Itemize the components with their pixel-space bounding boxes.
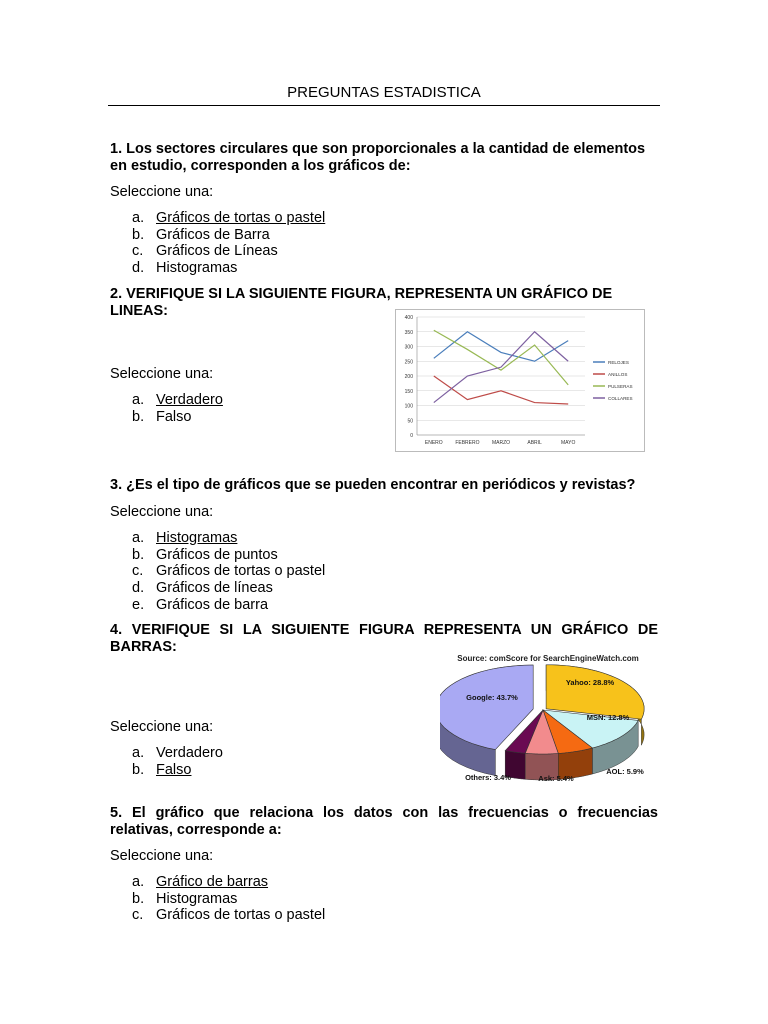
option-q3-c[interactable]: c. Gráficos de tortas o pastel	[132, 563, 326, 580]
select-label-1: Seleccione una:	[110, 184, 214, 200]
y-tick-label: 0	[410, 433, 413, 439]
option-q2-b[interactable]: b. Falso	[132, 408, 192, 425]
pie-title: Source: comScore for SearchEngineWatch.com	[457, 654, 639, 663]
question-1: 1. Los sectores circulares que son proporcionales a la cantidad de elementos en estudio, corresponden a los gráficos de:	[110, 141, 646, 174]
legend-label: RELOJES	[608, 360, 629, 365]
options-q5	[132, 874, 325, 924]
option-q3-b[interactable]: b. Gráficos de puntos	[132, 546, 278, 563]
option-q5-a[interactable]: a. Gráfico de barras	[132, 874, 269, 890]
y-tick-label: 400	[404, 315, 413, 321]
option-q5-c[interactable]: c. Gráficos de tortas o pastel	[132, 907, 326, 924]
select-label-3: Seleccione una:	[110, 504, 214, 520]
x-tick-label: ABRIL	[527, 440, 542, 446]
pie-label: MSN: 12.8%	[586, 713, 630, 722]
y-tick-label: 150	[404, 388, 413, 395]
select-label-5: Seleccione una:	[110, 848, 214, 864]
y-tick-label: 300	[404, 344, 413, 351]
option-q3-d[interactable]: d. Gráficos de líneas	[132, 580, 273, 597]
pie-label: Others: 3.4%	[465, 773, 511, 782]
option-q1-b[interactable]: b. Gráficos de Barra	[132, 226, 270, 243]
line-chart-figure	[395, 309, 645, 452]
pie-label: Ask: 5.4%	[538, 774, 574, 783]
page-title: PREGUNTAS ESTADISTICA	[287, 84, 481, 101]
question-3: 3. ¿Es el tipo de gráficos que se pueden encontrar en periódicos y revistas?	[110, 477, 636, 493]
options-q2	[132, 392, 223, 425]
select-label-4: Seleccione una:	[110, 719, 214, 735]
y-tick-label: 50	[407, 418, 413, 425]
x-tick-label: MARZO	[491, 440, 511, 446]
x-tick-label: MAYO	[561, 440, 576, 446]
y-tick-label: 200	[404, 374, 413, 380]
option-q1-c[interactable]: c. Gráficos de Líneas	[132, 243, 278, 260]
options-q3	[132, 530, 325, 614]
legend-label: ANILLOS	[608, 372, 628, 377]
y-tick-label: 100	[404, 403, 413, 410]
option-q3-a[interactable]: a. Histogramas	[132, 530, 238, 546]
option-q1-a[interactable]: a. Gráficos de tortas o pastel	[132, 210, 326, 226]
option-q4-a[interactable]: a. Verdadero	[132, 745, 223, 761]
legend-label: COLLARES	[608, 396, 633, 401]
legend-label: PULSERAS	[608, 384, 633, 389]
question-2: 2. VERIFIQUE SI LA SIGUIENTE FIGURA, REPRESENTA UN GRÁFICO DE LINEAS:	[110, 286, 613, 319]
x-tick-label: FEBRERO	[455, 440, 480, 446]
option-q5-b[interactable]: b. Histogramas	[132, 890, 238, 907]
line-chart-frame	[396, 310, 645, 452]
select-label-2: Seleccione una:	[110, 366, 214, 382]
pie-label: Google: 43.7%	[466, 693, 518, 702]
pie-slice	[546, 665, 644, 719]
y-tick-label: 250	[404, 359, 413, 366]
title-rule	[108, 105, 660, 106]
option-q3-e[interactable]: e. Gráficos de barra	[132, 596, 269, 613]
pie-chart-figure	[440, 650, 655, 785]
question-5: 5. El gráfico que relaciona los datos con las frecuencias o frecuencias relativas, corresponde a:	[110, 805, 658, 838]
pie-label: Yahoo: 28.8%	[565, 678, 615, 687]
y-tick-label: 350	[404, 329, 413, 336]
x-tick-label: ENERO	[424, 440, 443, 446]
options-q1	[132, 210, 325, 277]
pie-label: AOL: 5.9%	[606, 767, 644, 776]
option-q4-b[interactable]: b. Falso	[132, 761, 192, 778]
option-q2-a[interactable]: a. Verdadero	[132, 392, 223, 408]
question-4: 4. VERIFIQUE SI LA SIGUIENTE FIGURA REPRESENTA UN GRÁFICO DE BARRAS:	[110, 622, 658, 655]
options-q4	[132, 745, 223, 778]
option-q1-d[interactable]: d. Histogramas	[132, 260, 238, 277]
